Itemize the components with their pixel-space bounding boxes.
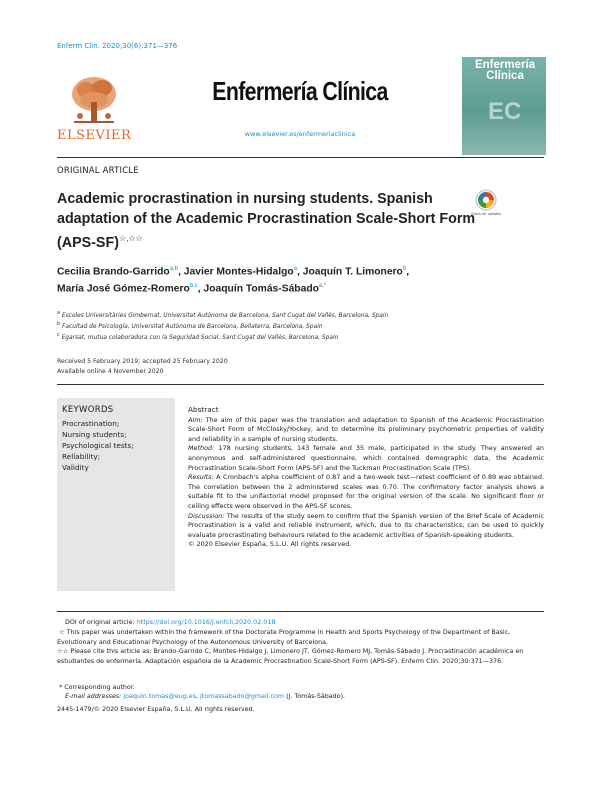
- check-for-updates-badge[interactable]: [470, 188, 502, 222]
- abstract-results: [188, 473, 544, 511]
- header-divider: [57, 157, 544, 158]
- author-separator: ,: [197, 283, 204, 295]
- affiliation-b: [57, 321, 527, 330]
- abstract-method: [188, 444, 544, 473]
- affiliation-a: [57, 310, 527, 319]
- author-2-affiliation: a: [293, 266, 297, 272]
- author-separator: ,: [178, 266, 184, 278]
- affiliation-text: Escoles Universitàries Gimbernat, Universitat Autònoma de Barcelona, Sant Cugat del Vallès, Barcelona, Spain: [61, 312, 389, 319]
- cover-title-line2: Clínica: [486, 70, 524, 82]
- publisher-name: ELSEVIER: [57, 128, 132, 143]
- email-label: E-mail addresses:: [65, 693, 122, 700]
- author-5-affiliation: a,*: [318, 283, 327, 290]
- abstract-aim: [188, 416, 544, 445]
- email-link-1[interactable]: joaquin.tomas@eug.es: [123, 693, 196, 700]
- abstract-heading: Abstract: [188, 405, 219, 414]
- author-4-affiliation: b,c: [189, 283, 198, 290]
- footnote-1: [57, 628, 544, 647]
- doi-link[interactable]: https://doi.org/10.1016/j.enfcli.2020.02.018: [136, 619, 276, 626]
- abstract: [188, 405, 544, 550]
- author-4[interactable]: María José Gómez-Romero: [57, 283, 190, 295]
- author-1[interactable]: Cecilia Brando-Garrido: [57, 266, 170, 278]
- email-tail: (J. Tomás-Sábado).: [286, 693, 346, 700]
- issn-line: 2445-1479/© 2020 Elsevier España, S.L.U. All rights reserved.: [57, 706, 255, 713]
- affiliation-mark: b: [57, 321, 61, 327]
- author-3[interactable]: Joaquín T. Limonero: [302, 266, 403, 278]
- affiliation-mark: a: [57, 310, 61, 316]
- journal-citation: Enferm Clin. 2020;30(6):371—376: [57, 42, 178, 50]
- journal-title: Enfermería Clínica: [212, 76, 388, 106]
- journal-url-link[interactable]: www.elsevier.es/enfermeriaclinica: [244, 130, 356, 138]
- keyword-item: Reliability;: [62, 452, 101, 461]
- article-dates: [57, 357, 228, 377]
- received-date: Received 5 February 2019; accepted 25 February 2020: [57, 358, 228, 365]
- keyword-item: Nursing students;: [62, 430, 127, 439]
- cover-mark: EC: [488, 98, 522, 125]
- author-5[interactable]: Joaquín Tomás-Sábado: [203, 283, 319, 295]
- author-2[interactable]: Javier Montes-Hidalgo: [183, 266, 294, 278]
- article-title: [57, 189, 477, 253]
- abstract-discussion: [188, 512, 544, 541]
- cover-title: [466, 60, 544, 82]
- affiliation-text: Facultad de Psicología, Universitat Autònoma de Barcelona, Bellaterra, Barcelona, Spain: [62, 323, 323, 330]
- keyword-item: Psychological tests;: [62, 441, 134, 450]
- abstract-copyright: © 2020 Elsevier España, S.L.U. All rights reserved.: [188, 540, 352, 549]
- article-title-text: Academic procrastination in nursing students. Spanish adaptation of the Academic Procrastination Scale-Short Form (APS-SF): [57, 191, 476, 251]
- online-date: Available online 4 November 2020: [57, 368, 164, 375]
- footnote-2: [57, 647, 544, 666]
- author-separator: ,: [406, 266, 410, 278]
- method-label: Method:: [188, 444, 215, 453]
- title-footnote-marks[interactable]: ☆,☆☆: [118, 234, 143, 243]
- author-1-affiliation: a,b: [169, 266, 179, 272]
- author-3-affiliation: b: [402, 266, 407, 272]
- check-updates-label: Check for updates: [470, 212, 502, 216]
- doi-footnote: [57, 618, 544, 628]
- footnote-1-mark: ☆: [59, 629, 65, 636]
- footnote-1-text: This paper was undertaken within the framework of the Doctorate Programme in Health and Sports Psychology of the Department of Basic, Evolutionary and Educational Psychology of the Autonomous University of Barcelona.: [57, 629, 511, 646]
- footnote-2-mark: ☆☆: [57, 648, 69, 655]
- aim-label: Aim:: [188, 415, 203, 424]
- corresponding-mark: *: [59, 684, 63, 691]
- affiliation-text: Egarsat, mutua colaboradora con la Seguridad Social, Sant Cugat del Vallès, Barcelona, Spain: [61, 334, 339, 341]
- article-type: ORIGINAL ARTICLE: [57, 166, 139, 176]
- aim-text: The aim of this paper was the translation and adaptation to Spanish of the Academic Procrastination Scale-Short Form of McClosky/Yockey, and to determine its preliminary psychometric properties of validity and reliability in a sample of nursing students.: [188, 415, 544, 443]
- keywords-heading: KEYWORDS: [62, 405, 114, 415]
- method-text: 178 nursing students, 143 female and 35 male, participated in the study. They answered an anonymous and self-administered questionnaire, which contained demographic data, the Academic Procrastination Scale-Short Form (APS-SF) and the Tuckman Procrastination Scale (TPS).: [188, 444, 544, 472]
- keyword-item: Procrastination;: [62, 419, 120, 428]
- doi-label: DOI of original article:: [65, 619, 135, 626]
- elsevier-tree-icon: [66, 74, 122, 126]
- email-link-2[interactable]: jtomassabado@gmail.com: [200, 693, 285, 700]
- discussion-text: The results of the study seem to confirm that the Spanish version of the Brief Scale of Academic Procrastination is a valid and reliable instrument, which, due to its characteristics, can be used to quickly evaluate procrastinating behaviours related to the academic activities of Spanish-speaking students.: [188, 511, 544, 539]
- footnote-divider: [57, 611, 544, 612]
- affiliation-c: [57, 332, 527, 341]
- section-divider: [57, 384, 544, 385]
- results-label: Results:: [188, 473, 214, 482]
- cover-title-line1: Enfermería: [474, 59, 536, 71]
- author-list: [57, 262, 527, 297]
- author-separator: ,: [297, 266, 303, 278]
- corresponding-label: Corresponding author.: [64, 684, 135, 691]
- discussion-label: Discussion:: [188, 511, 225, 520]
- results-text: A Cronbach's alpha coefficient of 0.87 and a two-week test—retest coefficient of 0.89 was obtained. The correlation between the 2 administered scales was 0.70. The confirmatory factor analysis shows a suitable fit to the unifactorial model proposed for the original version of the scale. No significant floor or ceiling effects were observed in the APS-SF scores.: [188, 473, 544, 510]
- keywords-list: [62, 418, 134, 473]
- email-addresses: E-mail addresses: joaquin.tomas@eug.es, jtomassabado@gmail.com (J. Tomás-Sábado).: [65, 693, 346, 700]
- affiliation-mark: c: [57, 332, 60, 338]
- keyword-item: Validity: [62, 463, 89, 472]
- footnote-2-text: Please cite this article as: Brando-Garrido C, Montes-Hidalgo J, Limonero JT, Gómez-Romero MJ, Tomás-Sábado J. Procrastinación académica en estudiantes de enfermería. Adaptación española de la Academic Procrastination Scale-Short Form (APS-SF). Enferm Clin. 2020;30:371—376.: [57, 648, 524, 665]
